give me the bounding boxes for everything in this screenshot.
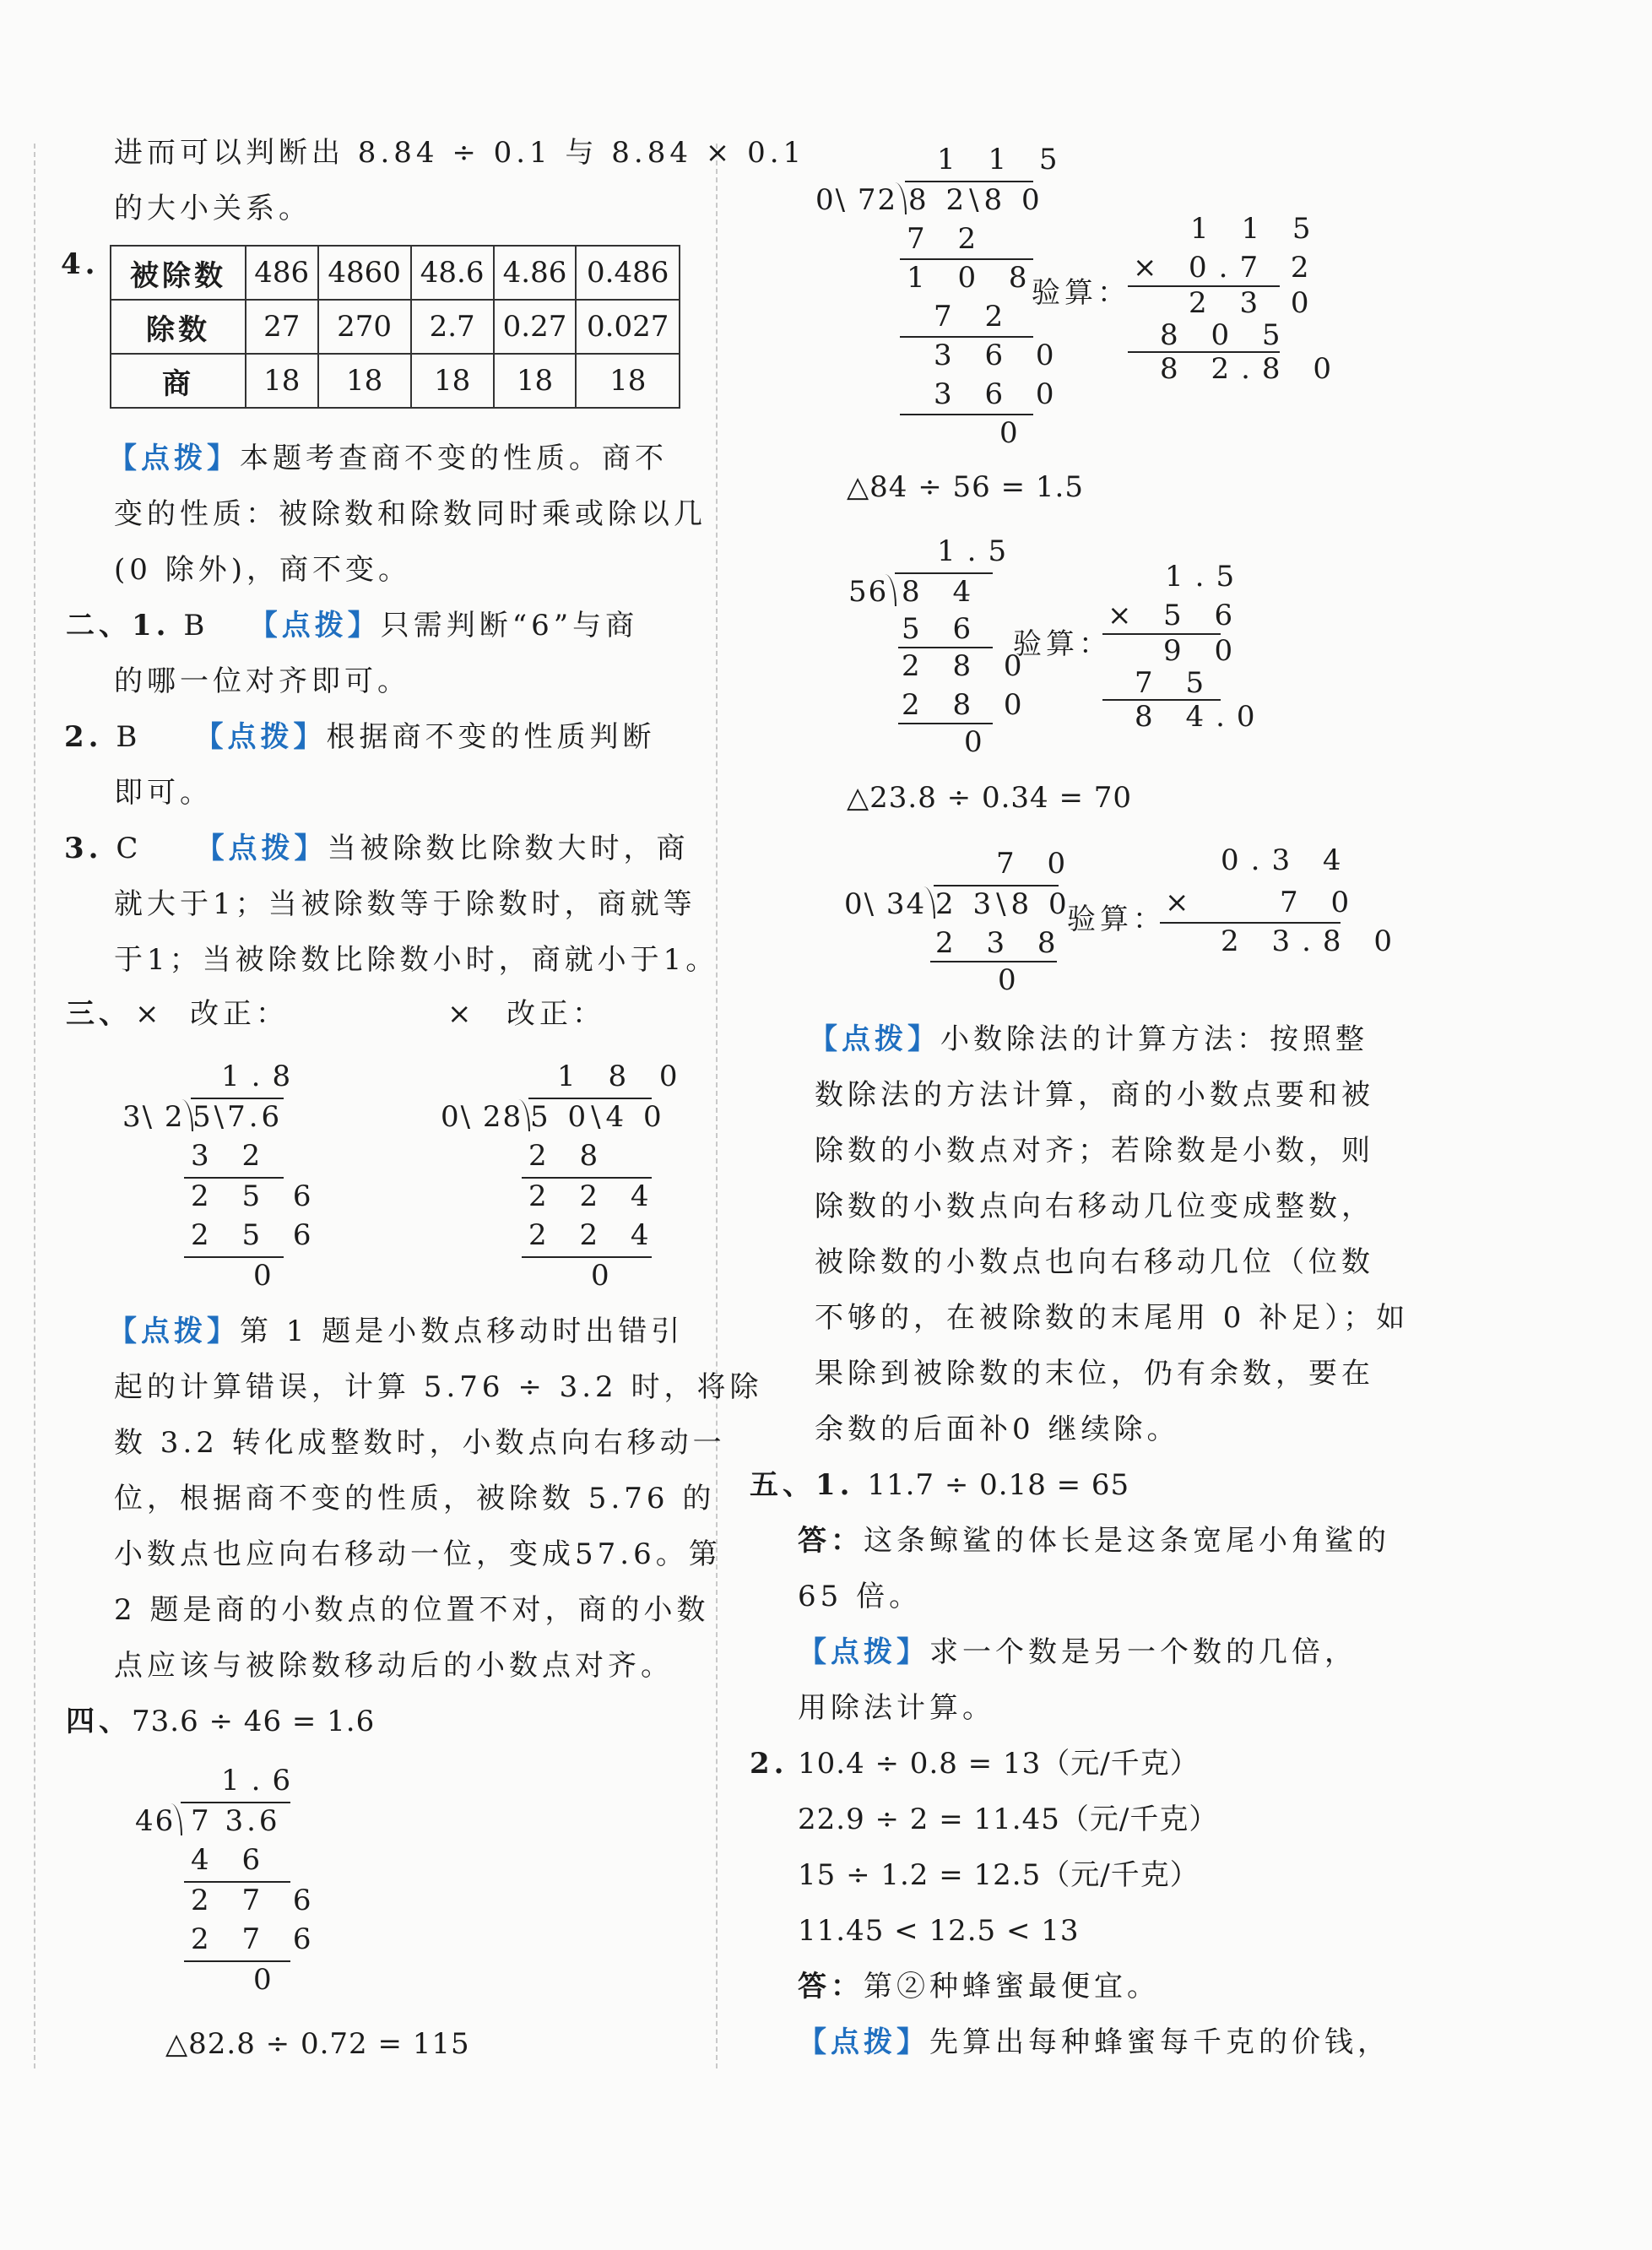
division-divisor: 0\ 72 (815, 183, 898, 217)
mul-result: 8 2.8 0 (1160, 352, 1343, 386)
mul-partial: 8 0 5 (1160, 318, 1292, 352)
equation-line: 22.9 ÷ 2 = 11.45（元/千克） (798, 1803, 1219, 1836)
division-dividend: 8 4 (902, 575, 983, 609)
hint-line: 除数的小数点对齐；若除数是小数，则 (815, 1134, 1374, 1168)
table-row (111, 300, 680, 354)
division-rule (898, 723, 993, 724)
division-remainder: 0 (964, 725, 994, 759)
answer-line: 二、1. B 【点拨】只需判断“6”与商 (66, 609, 639, 642)
hint-line: 被除数的小数点也向右移动几位（位数 (815, 1245, 1374, 1279)
division-quotient: 7 0 (996, 847, 1078, 881)
wrong-mark: × (447, 997, 476, 1031)
answer-line: 答：这条鲸鲨的体长是这条宽尾小角鲨的 (798, 1524, 1390, 1558)
table-cell: 4860 (318, 246, 411, 300)
table-cell: 0.27 (494, 300, 577, 354)
division-dividend: 5 0\4 0 (530, 1100, 667, 1134)
hint-paragraph: 【点拨】本题考查商不变的性质。商不 (108, 442, 668, 475)
times-sign: × (1133, 251, 1169, 285)
division-step: 2 3 8 (935, 926, 1068, 960)
table-cell: 270 (318, 300, 411, 354)
hint-line: 除数的小数点向右移动几位变成整数， (815, 1190, 1374, 1223)
mul-result: 8 4.0 (1135, 700, 1267, 734)
table-cell: 4.86 (494, 246, 577, 300)
hint-label: 【点拨】 (108, 1315, 240, 1348)
division-step: 2 8 0 (902, 649, 1034, 683)
division-bar (528, 1098, 652, 1099)
question-number: 3. (64, 832, 103, 865)
division-rule (930, 961, 1057, 962)
hint-line: (0 除外)，商不变。 (114, 553, 411, 587)
mul-top: 0.3 4 (1221, 843, 1353, 877)
mul-rule (1160, 922, 1341, 924)
correction-label: 改正： (506, 997, 605, 1031)
equation-line: 10.4 ÷ 0.8 = 13（元/千克） (798, 1747, 1200, 1781)
division-step: 2 7 6 (191, 1884, 323, 1917)
division-divisor: 56 (848, 575, 889, 609)
quotient-table (110, 245, 680, 409)
division-bracket (517, 1099, 530, 1131)
equation-line: 四、73.6 ÷ 46 = 1.6 (66, 1705, 376, 1738)
division-quotient: 1.5 (937, 534, 1019, 568)
mul-top: 1.5 (1165, 560, 1247, 594)
division-step: 2 7 6 (191, 1922, 323, 1956)
hint-line: 数 3.2 转化成整数时，小数点向右移动一 (114, 1426, 726, 1460)
table-row (111, 354, 680, 408)
mul-multiplier: 5 6 (1163, 599, 1245, 632)
division-rule (900, 336, 1033, 338)
equation-line: 11.45 < 12.5 < 13 (798, 1914, 1080, 1948)
hint-line: 果除到被除数的末位，仍有余数，要在 (815, 1357, 1374, 1391)
hint-line: 小数点也应向右移动一位，变成57.6。第 (114, 1537, 722, 1571)
hint-label: 【点拨】 (194, 720, 327, 754)
section-number: 四、 (66, 1705, 132, 1738)
table-cell: 18 (246, 354, 318, 408)
table-cell: 18 (576, 354, 680, 408)
table-cell: 0.486 (576, 246, 680, 300)
table-cell: 18 (494, 354, 577, 408)
table-header-cell: 被除数 (111, 246, 246, 300)
hint-paragraph: 【点拨】第 1 题是小数点移动时出错引 (108, 1315, 685, 1348)
times-sign: × (1165, 886, 1201, 919)
times-sign: × (1108, 599, 1144, 632)
hint-line: 起的计算错误，计算 5.76 ÷ 3.2 时，将除 (114, 1370, 763, 1404)
division-rule (522, 1177, 652, 1179)
answer-label: 答： (798, 1524, 864, 1558)
hint-paragraph: 【点拨】求一个数是另一个数的几倍， (798, 1635, 1357, 1669)
hint-line: 就大于1；当被除数等于除数时，商就等 (114, 887, 696, 921)
column-divider (716, 144, 718, 2068)
question-number: 2. (64, 720, 103, 754)
equation-line: △84 ÷ 56 = 1.5 (847, 470, 1084, 504)
division-bracket (883, 574, 896, 606)
hint-line: 的哪一位对齐即可。 (114, 664, 410, 698)
hint-line: 余数的后面补0 继续除。 (815, 1412, 1180, 1446)
hint-label: 【点拨】 (809, 1022, 940, 1056)
division-step: 5 6 (902, 612, 983, 646)
answer-label: 答： (798, 1970, 864, 2003)
table-cell: 0.027 (576, 300, 680, 354)
division-bar (934, 885, 1059, 886)
division-step: 2 2 4 (528, 1179, 661, 1213)
hint-line: 于1；当被除数比除数小时，商就小于1。 (114, 943, 719, 977)
division-divisor: 0\ 34 (844, 887, 927, 921)
mul-multiplier: 0.7 2 (1189, 251, 1321, 285)
question-number: 五、1. (750, 1468, 854, 1502)
division-bar (905, 181, 1033, 182)
question-number: 4. (61, 247, 100, 281)
hint-line: 位，根据商不变的性质，被除数 5.76 的 (114, 1482, 716, 1515)
answer-line: 2. B 【点拨】根据商不变的性质判断 (64, 720, 656, 754)
hint-label: 【点拨】 (108, 442, 240, 475)
division-step: 7 2 (907, 222, 988, 256)
division-dividend: 5\7.6 (192, 1100, 284, 1134)
equation-line: 15 ÷ 1.2 = 12.5（元/千克） (798, 1858, 1200, 1892)
division-divisor: 0\ 28 (441, 1100, 523, 1134)
division-step: 2 5 6 (191, 1179, 323, 1213)
hint-line: 数除法的方法计算，商的小数点要和被 (815, 1078, 1374, 1112)
wrong-mark: × (135, 997, 164, 1031)
division-bracket (893, 182, 907, 214)
check-label: 验算： (1013, 627, 1112, 661)
answer-line: 65 倍。 (798, 1580, 923, 1613)
hint-line: 2 题是商的小数点的位置不对，商的小数 (114, 1593, 710, 1627)
division-remainder: 0 (591, 1259, 621, 1293)
equation-line: △82.8 ÷ 0.72 = 115 (165, 2027, 470, 2061)
division-bar (181, 1802, 290, 1803)
division-remainder: 0 (253, 1259, 284, 1293)
section-number: 三、 (66, 997, 132, 1031)
division-quotient: 1 8 0 (557, 1060, 690, 1093)
division-dividend: 7 3.6 (191, 1804, 281, 1838)
division-dividend: 8 2\8 0 (908, 183, 1045, 217)
division-bracket (180, 1099, 193, 1131)
table-cell: 18 (318, 354, 411, 408)
hint-label: 【点拨】 (248, 609, 381, 642)
division-rule (898, 647, 993, 648)
division-rule (522, 1256, 652, 1258)
division-step: 1 0 8 (907, 261, 1039, 295)
mul-multiplier: 7 0 (1280, 886, 1362, 919)
division-rule (184, 1960, 290, 1962)
left-margin-rule (34, 144, 35, 2068)
division-quotient: 1.8 (221, 1060, 303, 1093)
division-remainder: 0 (999, 416, 1030, 450)
intro-line: 的大小关系。 (114, 192, 311, 225)
division-quotient: 1.6 (221, 1764, 303, 1797)
equation-line: 五、1. 11.7 ÷ 0.18 = 65 (750, 1468, 1130, 1502)
intro-line: 进而可以判断出 8.84 ÷ 0.1 与 8.84 × 0.1 (114, 136, 806, 170)
division-remainder: 0 (253, 1963, 284, 1997)
mul-partial: 9 0 (1163, 634, 1245, 668)
division-step: 2 2 4 (528, 1218, 661, 1252)
division-step: 7 2 (934, 300, 1016, 333)
question-number: 2. (750, 1747, 788, 1781)
hint-label: 【点拨】 (195, 832, 328, 865)
division-bar (895, 572, 993, 574)
division-step: 2 5 6 (191, 1218, 323, 1252)
division-step: 4 6 (191, 1843, 273, 1877)
table-header-cell: 商 (111, 354, 246, 408)
division-bracket (922, 886, 935, 919)
division-step: 3 6 0 (934, 339, 1066, 372)
table-cell: 48.6 (411, 246, 494, 300)
table-cell: 486 (246, 246, 318, 300)
hint-line: 用除法计算。 (798, 1691, 995, 1725)
hint-line: 变的性质：被除数和除数同时乘或除以几 (114, 497, 707, 531)
division-remainder: 0 (998, 963, 1028, 997)
hint-line: 不够的，在被除数的末尾用 0 补足）；如 (815, 1301, 1410, 1335)
division-divisor: 46 (135, 1804, 176, 1838)
division-step: 2 8 0 (902, 688, 1034, 722)
table-cell: 2.7 (411, 300, 494, 354)
division-rule (184, 1881, 290, 1883)
division-bracket (169, 1803, 182, 1835)
table-row (111, 246, 680, 300)
hint-paragraph: 【点拨】先算出每种蜂蜜每千克的价钱， (798, 2025, 1390, 2059)
hint-paragraph: 【点拨】小数除法的计算方法：按照整 (809, 1022, 1368, 1056)
hint-label: 【点拨】 (798, 2025, 929, 2059)
division-bar (191, 1098, 284, 1099)
hint-line: 点应该与被除数移动后的小数点对齐。 (114, 1649, 674, 1683)
mul-partial: 7 5 (1135, 666, 1216, 700)
equation-line: △23.8 ÷ 0.34 = 70 (847, 781, 1133, 815)
division-rule (900, 414, 1033, 415)
answer-line: 答：第②种蜂蜜最便宜。 (798, 1970, 1160, 2003)
table-header-cell: 除数 (111, 300, 246, 354)
hint-line: 即可。 (114, 776, 213, 810)
division-dividend: 2 3\8 0 (935, 887, 1072, 921)
check-label: 验算： (1067, 903, 1166, 936)
division-quotient: 1 1 5 (937, 143, 1070, 176)
division-step: 3 6 0 (934, 377, 1066, 411)
answer-line: 3. C 【点拨】当被除数比除数大时，商 (64, 832, 690, 865)
mul-top: 1 1 5 (1190, 212, 1323, 246)
division-divisor: 3\ 2 (122, 1100, 185, 1134)
correction-label: 改正： (190, 997, 289, 1031)
question-number: 二、1. (66, 609, 171, 642)
division-step: 3 2 (191, 1139, 273, 1173)
mul-result: 2 3.8 0 (1221, 924, 1404, 958)
division-step: 2 8 (528, 1139, 610, 1173)
division-rule (184, 1256, 284, 1258)
mul-partial: 2 3 0 (1189, 286, 1321, 320)
division-rule (900, 258, 1033, 260)
table-cell: 27 (246, 300, 318, 354)
check-label: 验算： (1032, 276, 1130, 310)
division-rule (184, 1177, 284, 1179)
table-cell: 18 (411, 354, 494, 408)
hint-label: 【点拨】 (798, 1635, 929, 1669)
